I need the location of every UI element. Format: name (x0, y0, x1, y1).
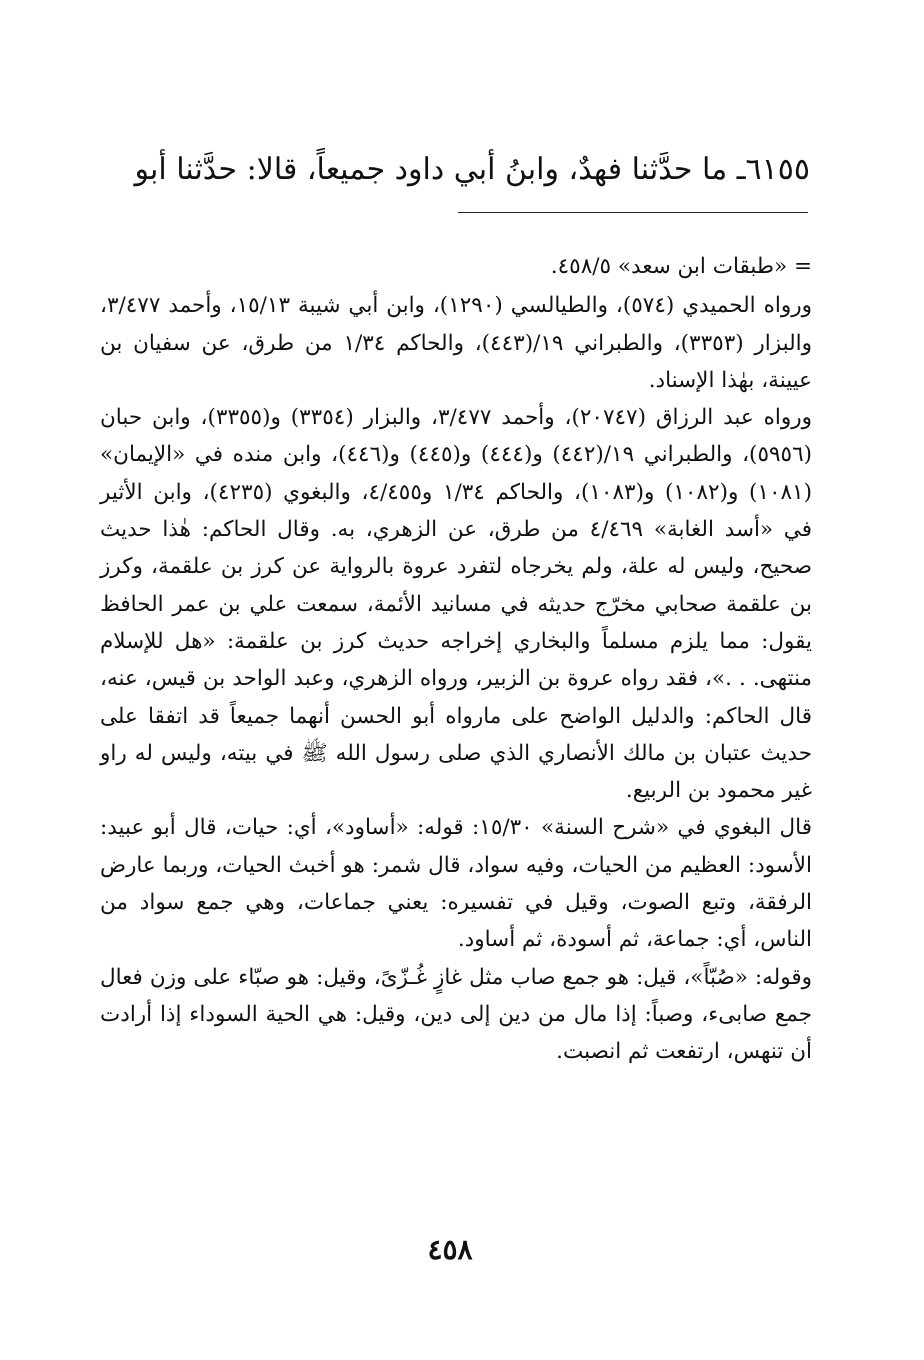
footnote-paragraph-4: وقوله: «صُبّاً»، قيل: هو جمع صاب مثل غازٍ غُـزّىً، وقيل: هو صبّاء على وزن فعال جمع صابىء، وصباً: إذا مال من دين إلى دين، وقيل: هي الحية السوداء إذا أرادت أن تنهس، ارتفعت ثم انصبت. (100, 964, 812, 1065)
hadith-text-line: ٦١٥٥ـ ما حدَّثنا فهدٌ، وابنُ أبي داود جميعاً، قالا: حدَّثنا أبو (134, 152, 810, 187)
footnote-paragraph-3: قال البغوي في «شرح السنة» ١٥/٣٠: قوله: «أساود»، أي: حيات، قال أبو عبيد: الأسود: العظيم من الحيات، وفيه سواد، قال شمر: هو أخبث الحيات، وربما عارض الرفقة، وتبع الصوت، وقيل في تفسيره: يعني جماعات، وهي جمع سواد من الناس، أي: جماعة، ثم أسودة، ثم أساود. (100, 815, 812, 953)
footnote-separator (458, 212, 808, 213)
page-number: ٤٥٨ (427, 1233, 473, 1266)
footnote-continuation: = «طبقات ابن سعد» ٤٥٨/٥. (550, 254, 812, 279)
footnote-paragraph-1: ورواه الحميدي (٥٧٤)، والطيالسي (١٢٩٠)، وابن أبي شيبة ١٥/١٣، وأحمد ٣/٤٧٧، والبزار (٣٣٥٣)، والطبراني ١٩/(٤٤٣)، والحاكم ١/٣٤ من طرق، عن سفيان بن عيينة، بهٰذا الإسناد. (100, 293, 812, 393)
footnotes-block (100, 248, 812, 1071)
footnote-paragraph-2: ورواه عبد الرزاق (٢٠٧٤٧)، وأحمد ٣/٤٧٧، والبزار (٣٣٥٤) و(٣٣٥٥)، وابن حبان (٥٩٥٦)، والطبراني ١٩/(٤٤٢) و(٤٤٤) و(٤٤٥) و(٤٤٦)، وابن منده في «الإيمان» (١٠٨١) و(١٠٨٢) و(١٠٨٣)، والحاكم ١/٣٤ و٤/٤٥٥، والبغوي (٤٢٣٥)، وابن الأثير في «أسد الغابة» ٤/٤٦٩ من طرق، عن الزهري، به. وقال الحاكم: هٰذا حديث صحيح، وليس له علة، ولم يخرجاه لتفرد عروة بالرواية عن كرز بن علقمة، وكرز بن علقمة صحابي مخرّج حديثه في مسانيد الأئمة، سمعت علي بن عمر الحافظ يقول: مما يلزم مسلماً والبخاري إخراجه حديث كرز بن علقمة: «هل للإسلام منتهى. . .»، فقد رواه عروة بن الزبير، ورواه الزهري، وعبد الواحد بن قيس، عنه، قال الحاكم: والدليل الواضح على ماروا‌ه أبو الحسن أنهما جميعاً قد اتفقا على حديث عتبان بن مالك الأنصاري الذي صلى رسول الله ﷺ في بيته، وليس له راو غير محمود بن الربيع. (100, 405, 813, 804)
